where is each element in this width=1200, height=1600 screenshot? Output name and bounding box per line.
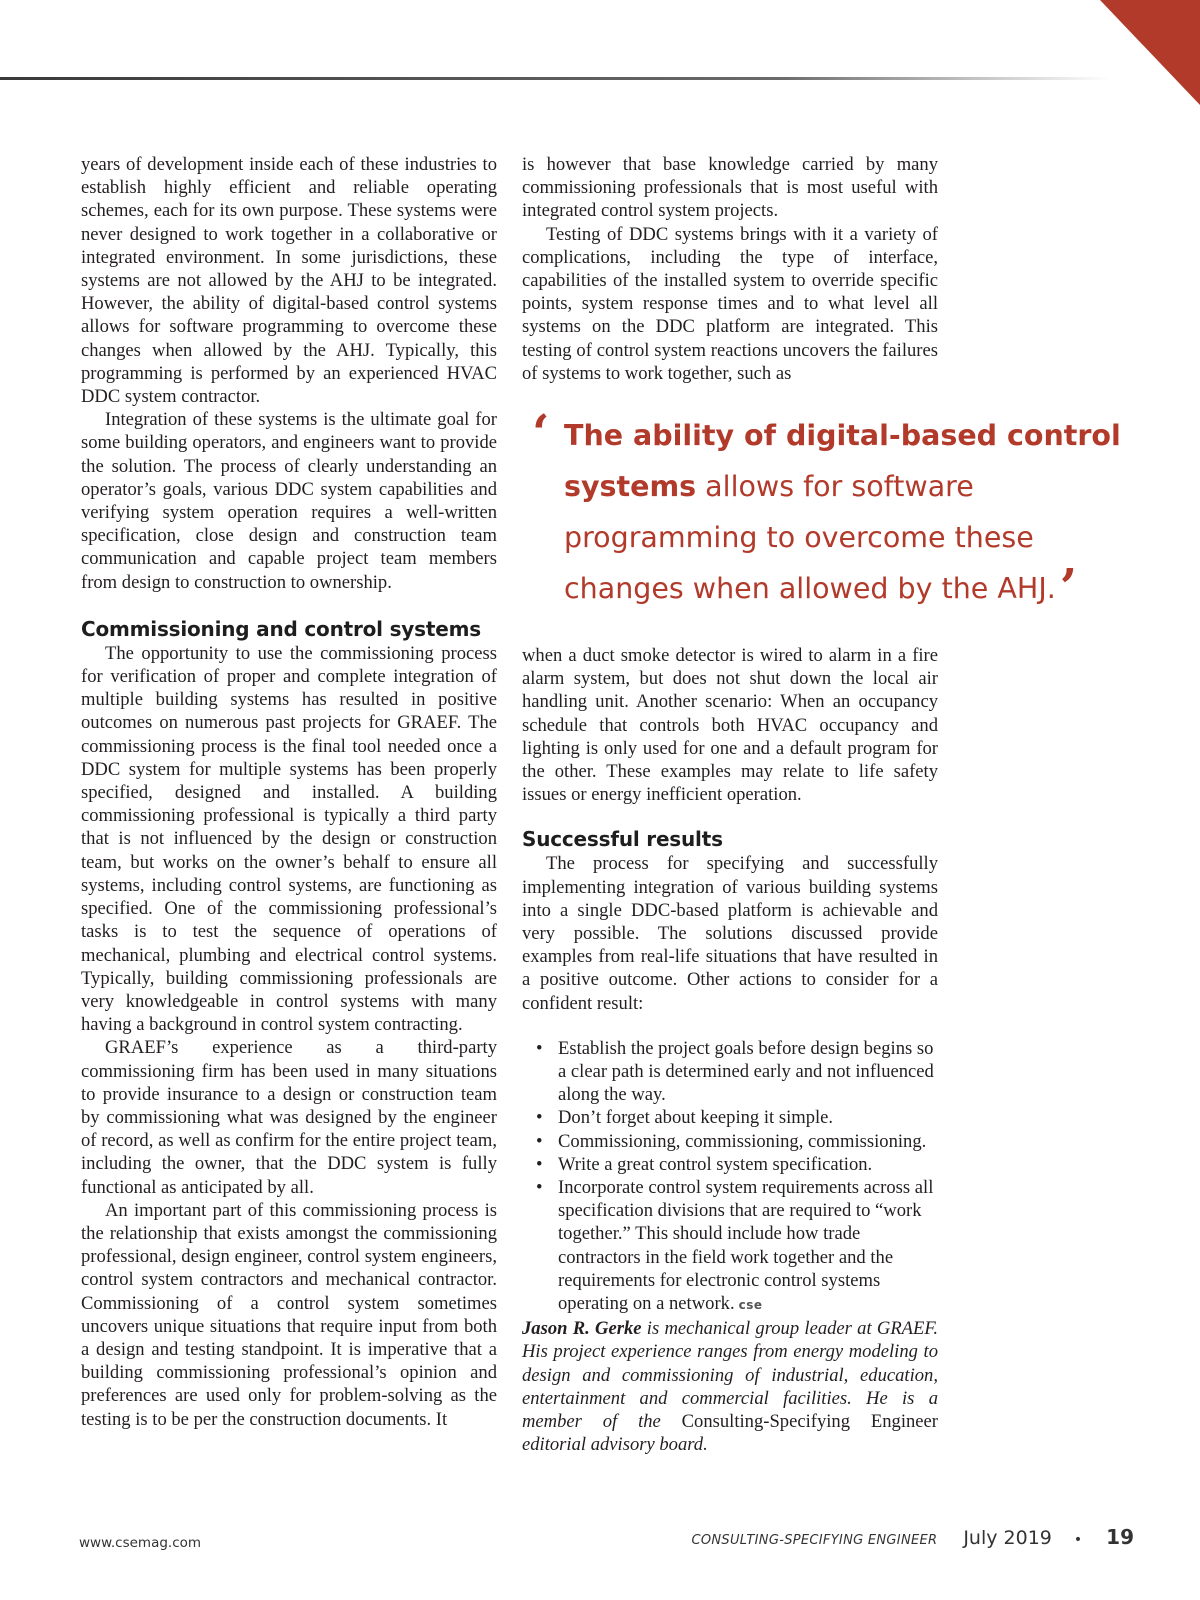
bullet-icon: • (536, 1130, 543, 1152)
list-item: • Write a great control system specification. (536, 1153, 873, 1175)
bullet-icon: • (536, 1153, 543, 1175)
author-name: Jason R. Gerke (522, 1318, 642, 1340)
right-column-lower (522, 644, 938, 1457)
bullet-icon: • (536, 1177, 543, 1199)
body-paragraph: Integration of these systems is the ultimate goal for some building operators, and engineers want to provide the solution. The process of clearly understanding an operator’s goals, various DDC system capabilities and verifying system operation requires a well-written specification, close design and construction team communication and capable project team members from design to construction to ownership. (81, 409, 497, 593)
body-paragraph: The opportunity to use the commissioning process for verification of proper and complete integration of multiple building systems has resulted in positive outcomes on numerous past projects for GRAEF. The commissioning process is the final tool needed once a DDC system for multiple systems has been properly specified, designed and installed. A building commissioning professional is typically a third party that is not influenced by the design or construction team, but works on the owner’s behalf to ensure all systems, including control systems, are functioning as specified. One of the commissioning professional’s tasks is to test the sequence of operations of mechanical, plumbing and electrical control systems. Typically, building commissioning professionals are very knowledgeable in control systems with many having a background in control system contracting. (81, 642, 497, 1036)
pull-quote-bold: The ability of digital-based control systems (564, 419, 1121, 503)
list-item: • Commissioning, commissioning, commissioning. (536, 1130, 927, 1152)
list-item: • Establish the project goals before design begins so a clear path is determined early and not influenced along the way. (536, 1037, 934, 1106)
close-quote-mark-icon: ’ (1059, 557, 1078, 616)
footer-date: July 2019 (963, 1527, 1052, 1549)
footer-folio (691, 1525, 1134, 1549)
body-paragraph: is however that base knowledge carried by many commissioning professionals that is most useful with integrated control system projects. (522, 154, 938, 222)
footer-publication: CONSULTING-SPECIFYING ENGINEER (691, 1533, 938, 1548)
list-item: • Incorporate control system requirements across all specification divisions that are required to “work together.” This should include how trade contractors in the field work together and the requirements for electronic control systems operating on a network. cse (536, 1177, 934, 1315)
header-rule (0, 77, 1110, 80)
body-paragraph: years of development inside each of these industries to establish highly efficient and reliable operating schemes, each for its own purpose. These systems were never designed to work together in a collaborative or integrated environment. In some jurisdictions, these systems are not allowed by the AHJ to be integrated. However, the ability of digital-based control systems allows for software programming to overcome these changes when allowed by the AHJ. Typically, this programming is performed by an experienced HVAC DDC system contractor. (81, 154, 497, 408)
left-column (81, 153, 497, 1431)
cse-end-logo: cse (738, 1298, 763, 1313)
body-paragraph: when a duct smoke detector is wired to alarm in a fire alarm system, but does not shut down the local air handling unit. Another scenario: When an occupancy schedule that controls both HVAC occupancy and lighting is only used for one and a default program for the other. These examples may relate to life safety issues or energy inefficient operation. (522, 645, 938, 806)
footer-separator: • (1073, 1532, 1083, 1548)
corner-accent-triangle (1080, 0, 1200, 110)
pull-quote-regular: allows for software programming to overcome these changes when allowed by the AHJ. (564, 470, 1056, 605)
open-quote-mark-icon: ‘ (532, 403, 550, 462)
body-paragraph: An important part of this commissioning process is the relationship that exists amongst the commissioning professional, design engineer, control system engineers, control system contractors and mechanical contractor. Commissioning of a control system sometimes uncovers unique situations that require input from both a design and testing standpoint. It is imperative that a building commissioning professional’s opinion and preferences are used only for problem-solving as the testing is to be per the construction documents. It (81, 1199, 497, 1430)
publication-name: Consulting-Specifying Engineer (681, 1411, 938, 1433)
section-heading-successful-results: Successful results (522, 827, 723, 852)
bullet-icon: • (536, 1037, 543, 1059)
pull-quote (532, 403, 1152, 616)
page-number: 19 (1106, 1525, 1134, 1549)
author-bio: Jason R. Gerke is mechanical group leader at GRAEF. His project experience ranges from energy modeling to design and commissioning of industrial, education, entertainment and commercial facilities. He is a member of the Consulting-Specifying Engineer editorial advisory board. (522, 1318, 939, 1456)
bullet-icon: • (536, 1107, 543, 1129)
right-column-upper (522, 153, 938, 385)
section-heading-commissioning: Commissioning and control systems (81, 616, 481, 641)
list-item: • Don’t forget about keeping it simple. (536, 1107, 834, 1129)
footer-website: www.csemag.com (79, 1535, 202, 1551)
body-paragraph: The process for specifying and successfully implementing integration of various building systems into a single DDC-based platform is achievable and very possible. The solutions discussed provide examples from real-life situations that have resulted in a positive outcome. Other actions to consider for a confident result: (522, 853, 938, 1014)
body-paragraph: GRAEF’s experience as a third-party commissioning firm has been used in many situations to provide insurance to a design or construction team by commissioning what was designed by the engineer of record, as well as confirm for the entire project team, including the owner, that the DDC system is fully functional as anticipated by all. (81, 1037, 497, 1198)
recommendations-list (522, 1037, 938, 1317)
body-paragraph: Testing of DDC systems brings with it a variety of complications, including the type of interface, capabilities of the installed system to override specific points, system response times and to what level all systems on the DDC platform are integrated. This testing of control system reactions uncovers the failures of systems to work together, such as (522, 223, 938, 384)
